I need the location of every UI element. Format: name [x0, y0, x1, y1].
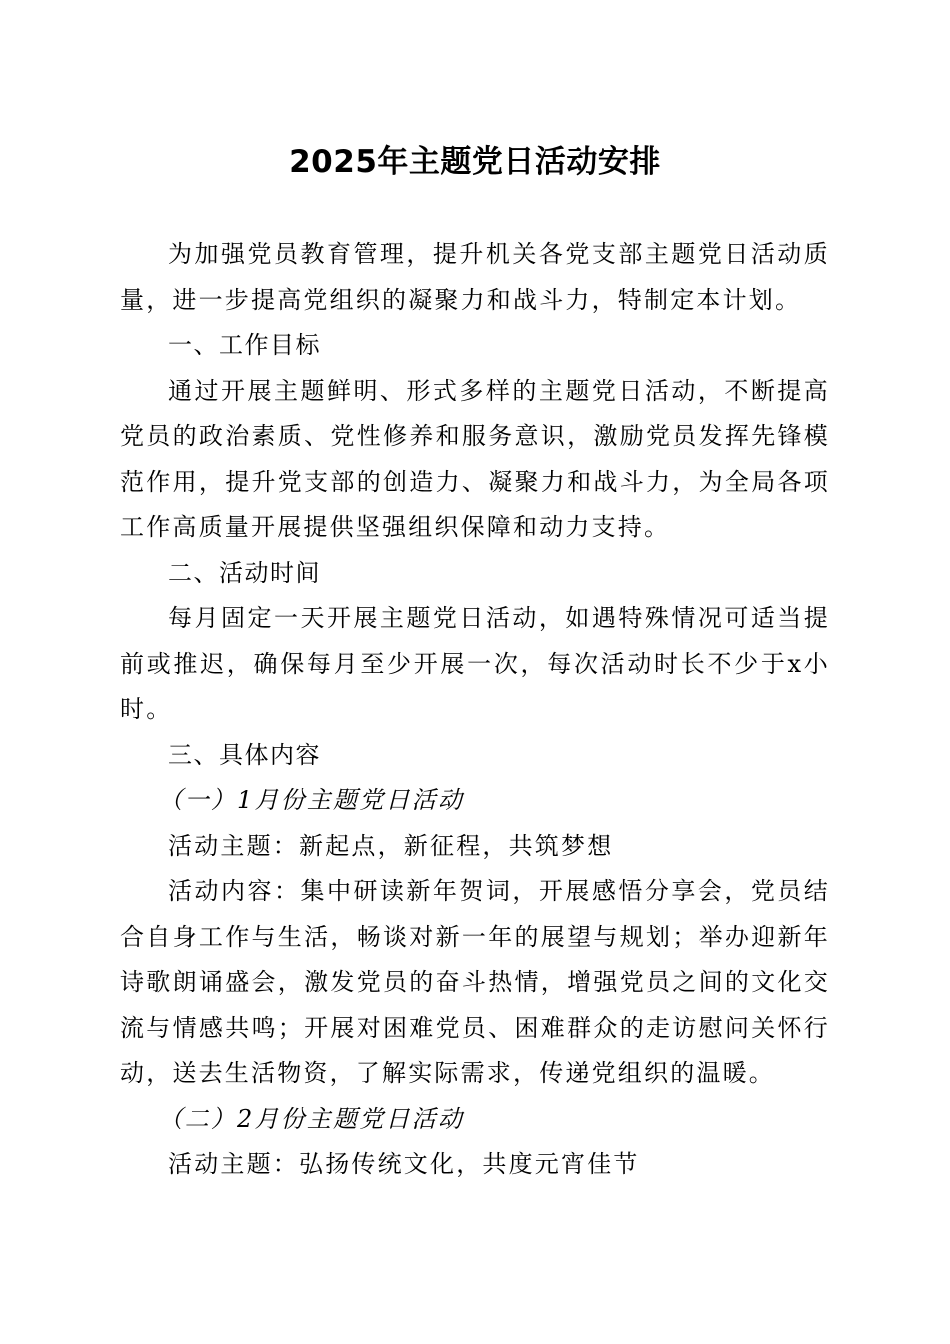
section-heading-content: 三、具体内容	[168, 740, 321, 769]
intro-paragraph: 为加强党员教育管理，提升机关各党支部主题党日活动质量，进一步提高党组织的凝聚力和战斗力，特制定本计划。	[120, 240, 830, 314]
january-theme: 活动主题：新起点，新征程，共筑梦想	[168, 831, 614, 860]
section-heading-goals: 一、工作目标	[168, 331, 321, 359]
subheading-january: （一）1月份主题党日活动	[158, 786, 465, 814]
document-body	[120, 232, 830, 1188]
document-title: 2025年主题党日活动安排	[289, 144, 661, 180]
time-paragraph: 每月固定一天开展主题党日活动，如遇特殊情况可适当提前或推迟，确保每月至少开展一次，每次活动时长不少于x小时。	[120, 604, 830, 723]
goals-paragraph: 通过开展主题鲜明、形式多样的主题党日活动，不断提高党员的政治素质、党性修养和服务意识，激励党员发挥先锋模范作用，提升党支部的创造力、凝聚力和战斗力，为全局各项工作高质量开展提供坚强组织保障和动力支持。	[120, 376, 830, 541]
january-content: 活动内容：集中研读新年贺词，开展感悟分享会，党员结合自身工作与生活，畅谈对新一年的展望与规划；举办迎新年诗歌朗诵盛会，激发党员的奋斗热情，增强党员之间的文化交流与情感共鸣；开展对困难党员、困难群众的走访慰问关怀行动，送去生活物资，了解实际需求，传递党组织的温暖。	[120, 877, 830, 1087]
february-theme: 活动主题：弘扬传统文化，共度元宵佳节	[168, 1150, 640, 1178]
subheading-february: （二）2月份主题党日活动	[158, 1104, 465, 1133]
section-heading-time: 二、活动时间	[168, 558, 321, 587]
